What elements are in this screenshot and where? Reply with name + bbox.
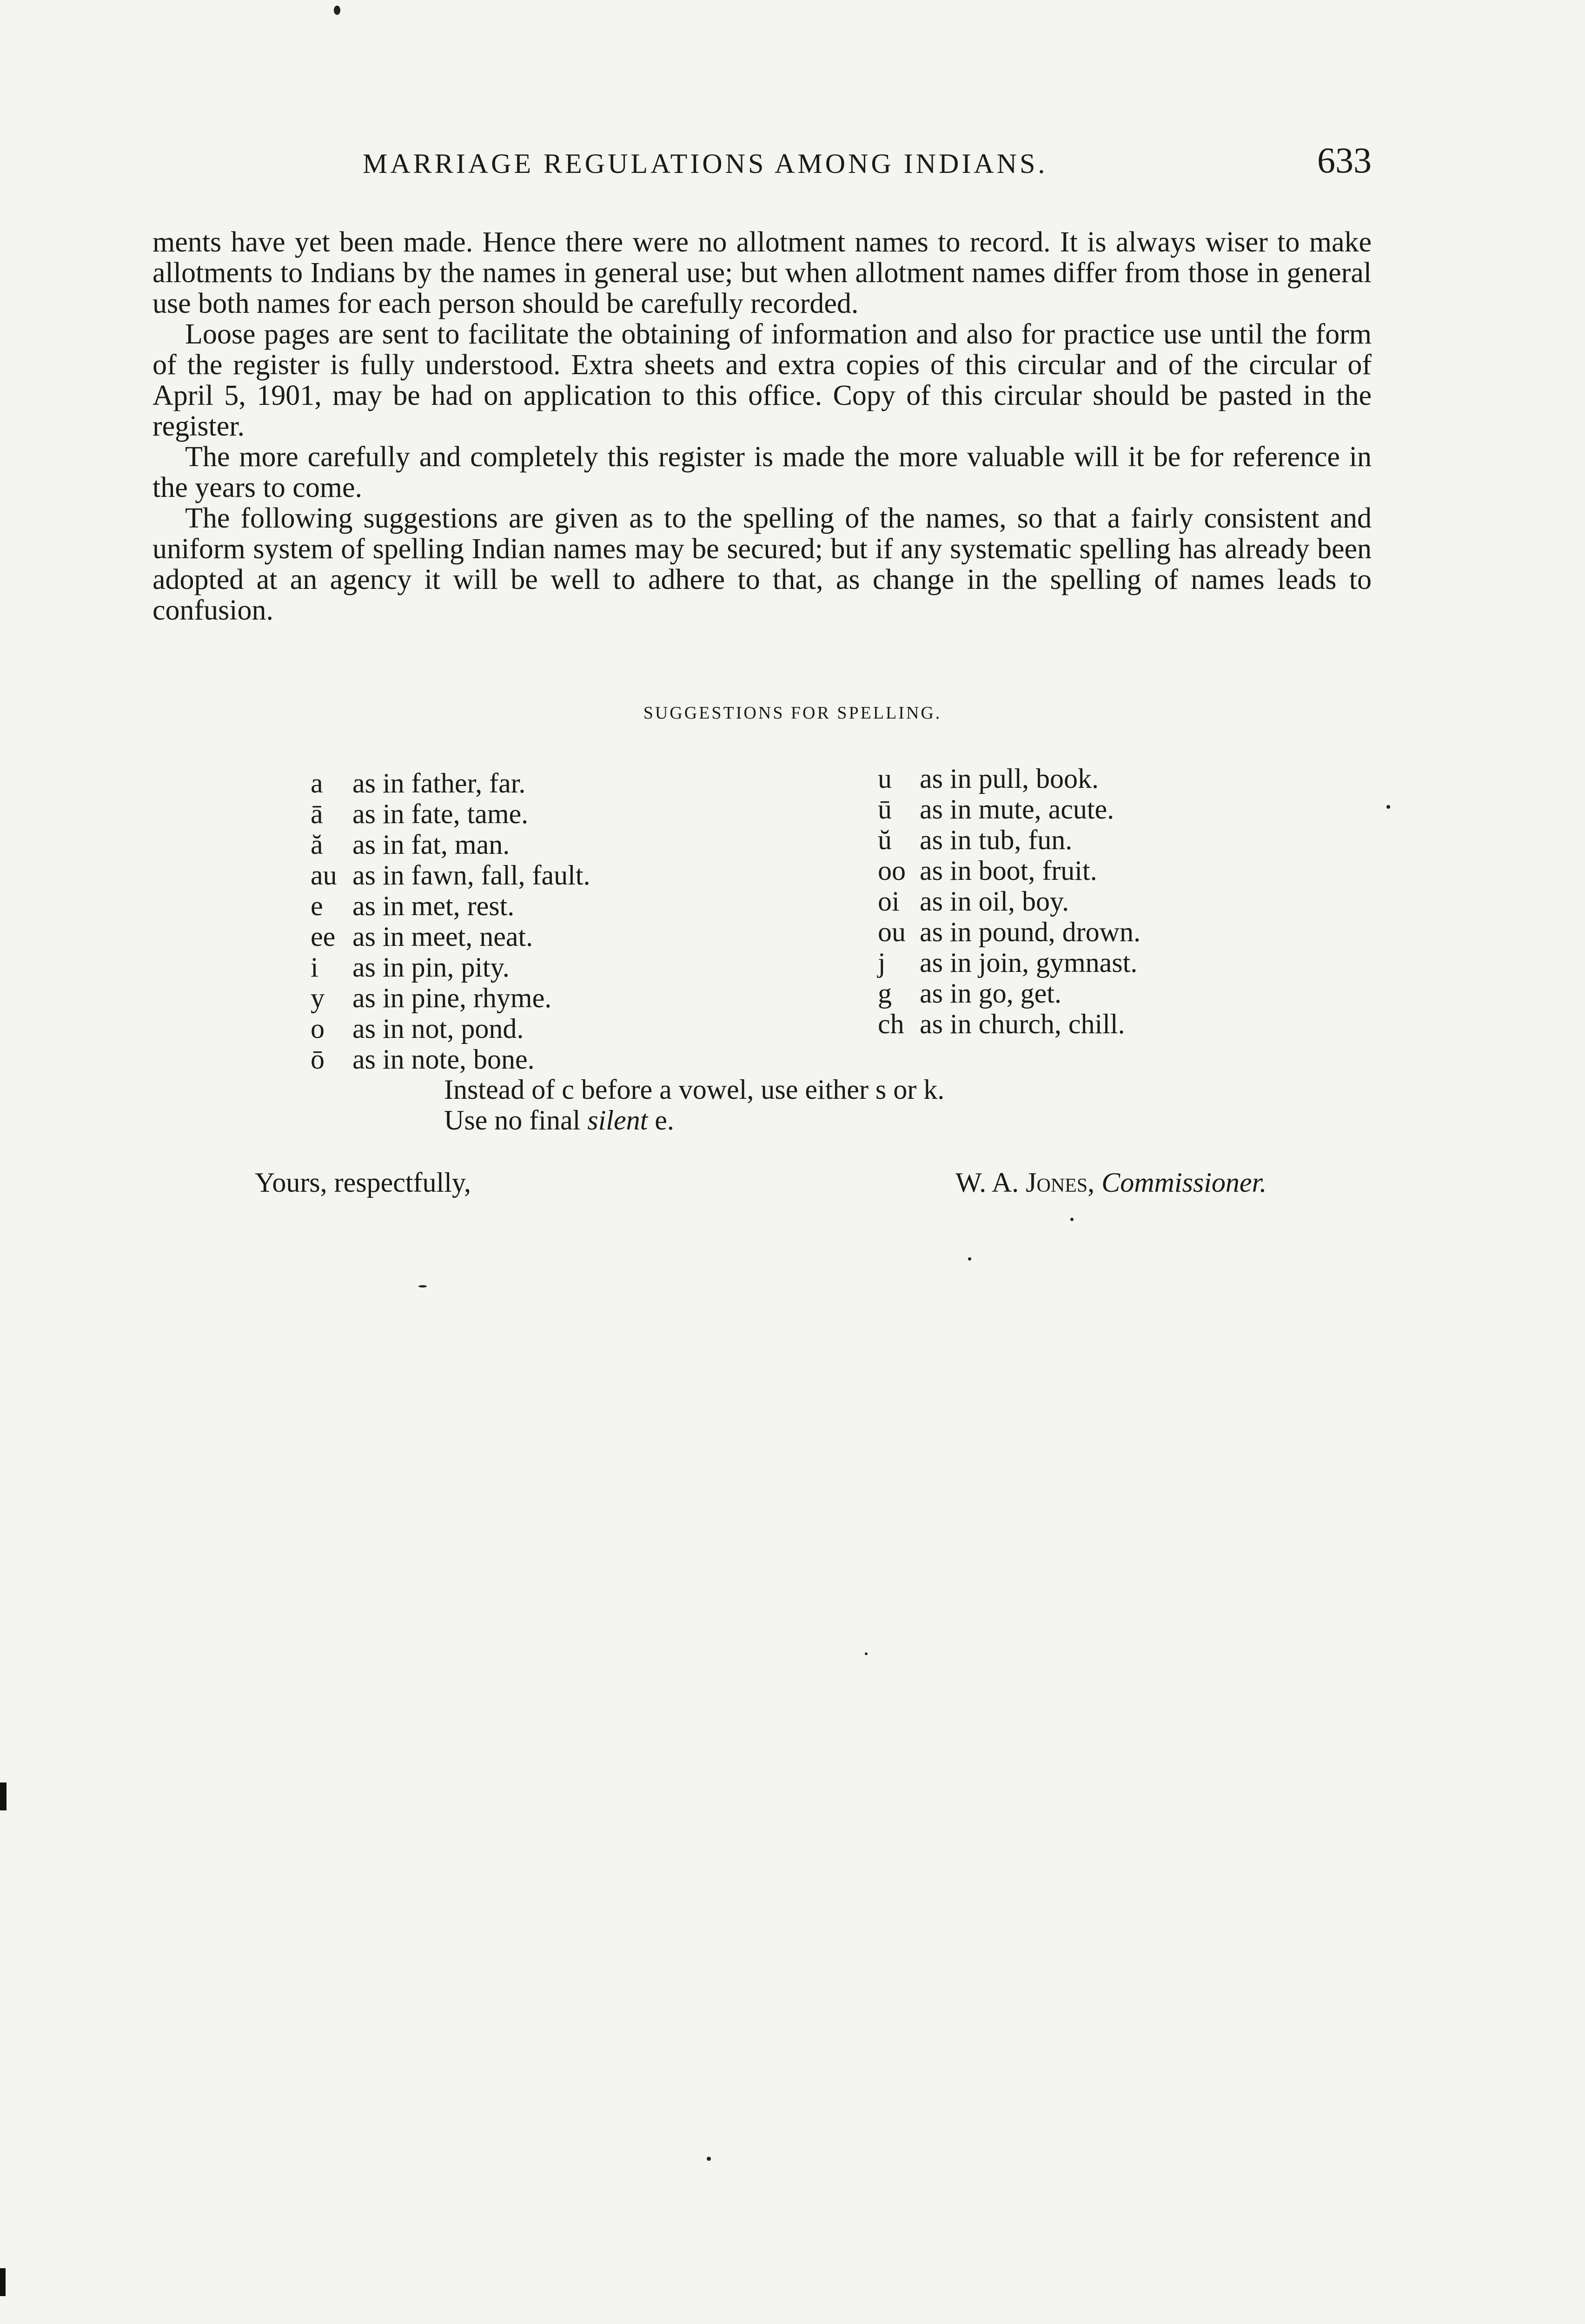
paragraph: Loose pages are sent to facilitate the obtaining of information and also for practice use until the form of the register is fully understood. Extra sheets and extra copies of this circular and of the circular of April 5, 1901, may be had on application to this office. Copy of this circular should be pasted in the register. <box>153 318 1372 442</box>
spelling-letter: e <box>311 891 323 921</box>
spelling-row <box>878 917 1141 947</box>
spelling-letter: oi <box>878 886 900 917</box>
spelling-letter: j <box>878 947 886 978</box>
note-italic-word: silent <box>587 1105 648 1136</box>
spelling-row <box>878 763 1141 794</box>
ink-speck <box>707 2157 711 2161</box>
ink-speck <box>1070 1218 1074 1221</box>
ink-speck <box>1386 805 1390 809</box>
binding-mark <box>0 1783 7 1810</box>
spelling-row <box>878 1009 1141 1039</box>
spelling-row <box>311 799 590 829</box>
spelling-row <box>878 947 1141 978</box>
spelling-row <box>311 1013 590 1044</box>
signature-block <box>955 1167 1267 1199</box>
spelling-row <box>311 891 590 921</box>
paragraph: ments have yet been made. Hence there were no allotment names to record. It is always wiser to make allotments to Indians by the names in general use; but when allotment names differ from those in general use both names for each person should be carefully recorded. <box>153 226 1372 319</box>
spelling-example: as in church, chill. <box>920 1009 1125 1039</box>
spelling-example: as in meet, neat. <box>352 921 533 952</box>
ink-speck <box>968 1257 971 1261</box>
spelling-note-consonant: Instead of c before a vowel, use either s or k. <box>444 1074 945 1105</box>
ink-speck <box>334 6 340 15</box>
spelling-letter: y <box>311 983 325 1013</box>
spelling-row <box>311 768 590 799</box>
spelling-example: as in not, pond. <box>352 1013 524 1044</box>
spelling-example: as in pin, pity. <box>352 952 510 983</box>
spelling-letter: ă <box>311 829 323 860</box>
spelling-example: as in pine, rhyme. <box>352 983 552 1013</box>
spelling-letter: i <box>311 952 318 983</box>
spelling-example: as in go, get. <box>920 978 1061 1009</box>
spelling-example: as in fate, tame. <box>352 799 529 829</box>
spelling-row <box>878 886 1141 917</box>
spelling-letter: ō <box>311 1044 325 1075</box>
spelling-example: as in met, rest. <box>352 891 515 921</box>
binding-mark <box>0 2268 6 2296</box>
spelling-example: as in join, gymnast. <box>920 947 1138 978</box>
ink-speck <box>418 1285 427 1287</box>
spelling-letter: g <box>878 978 892 1009</box>
spelling-letter: ā <box>311 799 323 829</box>
spelling-row <box>311 829 590 860</box>
spelling-list-left <box>311 768 590 1075</box>
spelling-row <box>878 855 1141 886</box>
note-text: e. <box>655 1105 674 1136</box>
spelling-example: as in pull, book. <box>920 763 1099 794</box>
spelling-letter: u <box>878 763 892 794</box>
spelling-letter: a <box>311 768 323 799</box>
running-head <box>153 139 1372 195</box>
spelling-letter: ū <box>878 794 892 825</box>
spelling-row <box>311 921 590 952</box>
signer-name: W. A. Jones, <box>955 1167 1095 1198</box>
spelling-letter: ch <box>878 1009 904 1039</box>
signer-title: Commissioner. <box>1101 1167 1267 1198</box>
spelling-letter: oo <box>878 855 906 886</box>
spelling-list-right <box>878 763 1141 1039</box>
closing-salutation: Yours, respectfully, <box>255 1167 471 1198</box>
spelling-row <box>311 860 590 891</box>
spelling-letter: ou <box>878 917 906 947</box>
ink-speck <box>865 1652 868 1655</box>
spelling-row <box>878 794 1141 825</box>
running-title: MARRIAGE REGULATIONS AMONG INDIANS. <box>363 148 1048 179</box>
spelling-letter: au <box>311 860 337 891</box>
spelling-example: as in pound, drown. <box>920 917 1141 947</box>
spelling-row <box>878 825 1141 855</box>
spelling-letter: o <box>311 1013 325 1044</box>
spelling-row <box>311 983 590 1013</box>
spelling-example: as in fat, man. <box>352 829 510 860</box>
body-text <box>153 227 1372 626</box>
paragraph: The following suggestions are given as to the spelling of the names, so that a fairly consistent and uniform system of spelling Indian names may be secured; but if any systematic spelling has already been adopted at an agency it will be well to adhere to that, as change in the spelling of names leads to confusion. <box>153 502 1372 626</box>
spelling-example: as in boot, fruit. <box>920 855 1097 886</box>
spelling-example: as in note, bone. <box>352 1044 535 1075</box>
section-heading: SUGGESTIONS FOR SPELLING. <box>643 703 942 723</box>
spelling-row <box>878 978 1141 1009</box>
spelling-example: as in father, far. <box>352 768 526 799</box>
spelling-letter: ee <box>311 921 336 952</box>
spelling-letter: ŭ <box>878 825 892 855</box>
paragraph: The more carefully and completely this register is made the more valuable will it be for reference in the years to come. <box>153 441 1372 503</box>
page-number: 633 <box>1317 140 1372 180</box>
note-text: Use no final <box>444 1105 581 1136</box>
spelling-example: as in oil, boy. <box>920 886 1069 917</box>
spelling-row <box>311 952 590 983</box>
spelling-row <box>311 1044 590 1075</box>
spelling-example: as in mute, acute. <box>920 794 1114 825</box>
spelling-note-silent-e <box>444 1104 674 1136</box>
spelling-example: as in fawn, fall, fault. <box>352 860 590 891</box>
spelling-example: as in tub, fun. <box>920 825 1073 855</box>
